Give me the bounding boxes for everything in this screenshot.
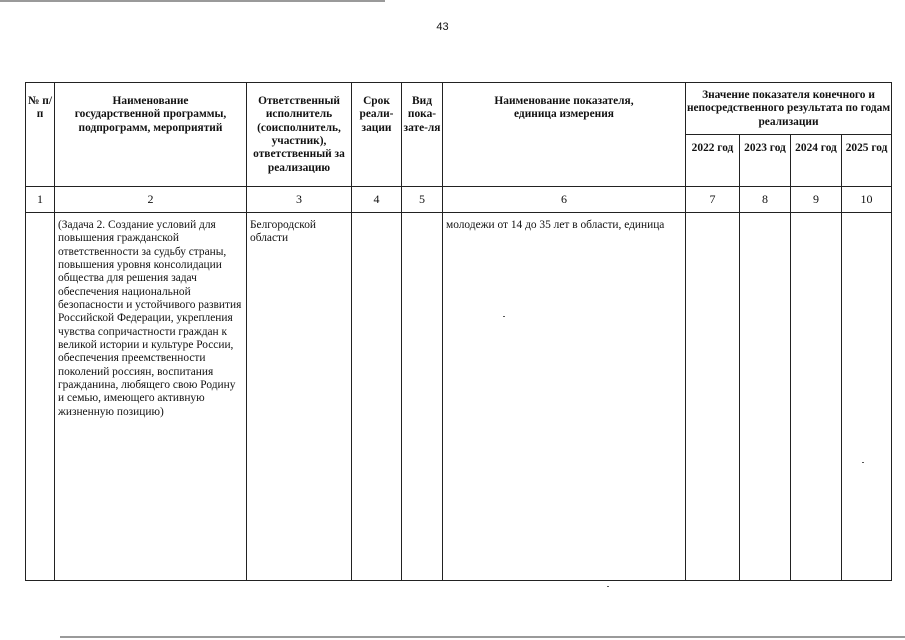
header-number: № п/п — [26, 83, 55, 187]
column-number: 10 — [842, 187, 892, 213]
header-term: Срок реали-зации — [352, 83, 402, 187]
header-values-by-year: Значение показателя конечного и непосредственного результата по годам реализации — [686, 83, 892, 135]
value-2024 — [791, 213, 842, 581]
scan-edge-top — [0, 0, 385, 2]
column-number: 7 — [686, 187, 740, 213]
table-row — [26, 213, 892, 581]
term-cell — [352, 213, 402, 581]
scan-speck — [862, 462, 864, 463]
indicator-type-cell — [402, 213, 443, 581]
column-number: 2 — [55, 187, 247, 213]
page-number: 43 — [436, 21, 449, 33]
indicator-name-text: молодежи от 14 до 35 лет в области, единица — [443, 213, 686, 581]
header-year-2022: 2022 год — [686, 135, 740, 187]
header-year-2023: 2023 год — [740, 135, 791, 187]
header-year-2024: 2024 год — [791, 135, 842, 187]
scan-edge-bottom — [60, 636, 905, 638]
column-number: 3 — [247, 187, 352, 213]
value-2023 — [740, 213, 791, 581]
column-number: 1 — [26, 187, 55, 213]
program-task-text: (Задача 2. Создание условий для повышения гражданской ответственности за судьбу страны, повышения уровня консолидации общества для решения задач обеспечения национальной безопасности и устойчивого развития Российской Федерации, укрепления чувства сопричастности граждан к великой истории и культуре России, обеспечения преемственности поколений россиян, воспитания гражданина, любящего свою Родину и семью, имеющего активную жизненную позицию) — [55, 213, 247, 581]
value-2022 — [686, 213, 740, 581]
value-2025 — [842, 213, 892, 581]
indicator-table — [25, 82, 892, 581]
header-indicator-type: Вид пока-зате-ля — [402, 83, 443, 187]
executor-text: Белгородской области — [247, 213, 352, 581]
scan-speck — [503, 316, 505, 317]
row-number — [26, 213, 55, 581]
column-number: 6 — [443, 187, 686, 213]
column-number: 8 — [740, 187, 791, 213]
header-program-name: Наименование государственной программы, подпрограмм, мероприятий — [55, 83, 247, 187]
column-number: 9 — [791, 187, 842, 213]
column-number: 4 — [352, 187, 402, 213]
scan-speck — [607, 586, 609, 587]
column-number: 5 — [402, 187, 443, 213]
header-indicator-name: Наименование показателя, единица измерения — [443, 83, 686, 187]
header-year-2025: 2025 год — [842, 135, 892, 187]
header-executor: Ответственный исполнитель (соисполнитель, участник), ответственный за реализацию — [247, 83, 352, 187]
